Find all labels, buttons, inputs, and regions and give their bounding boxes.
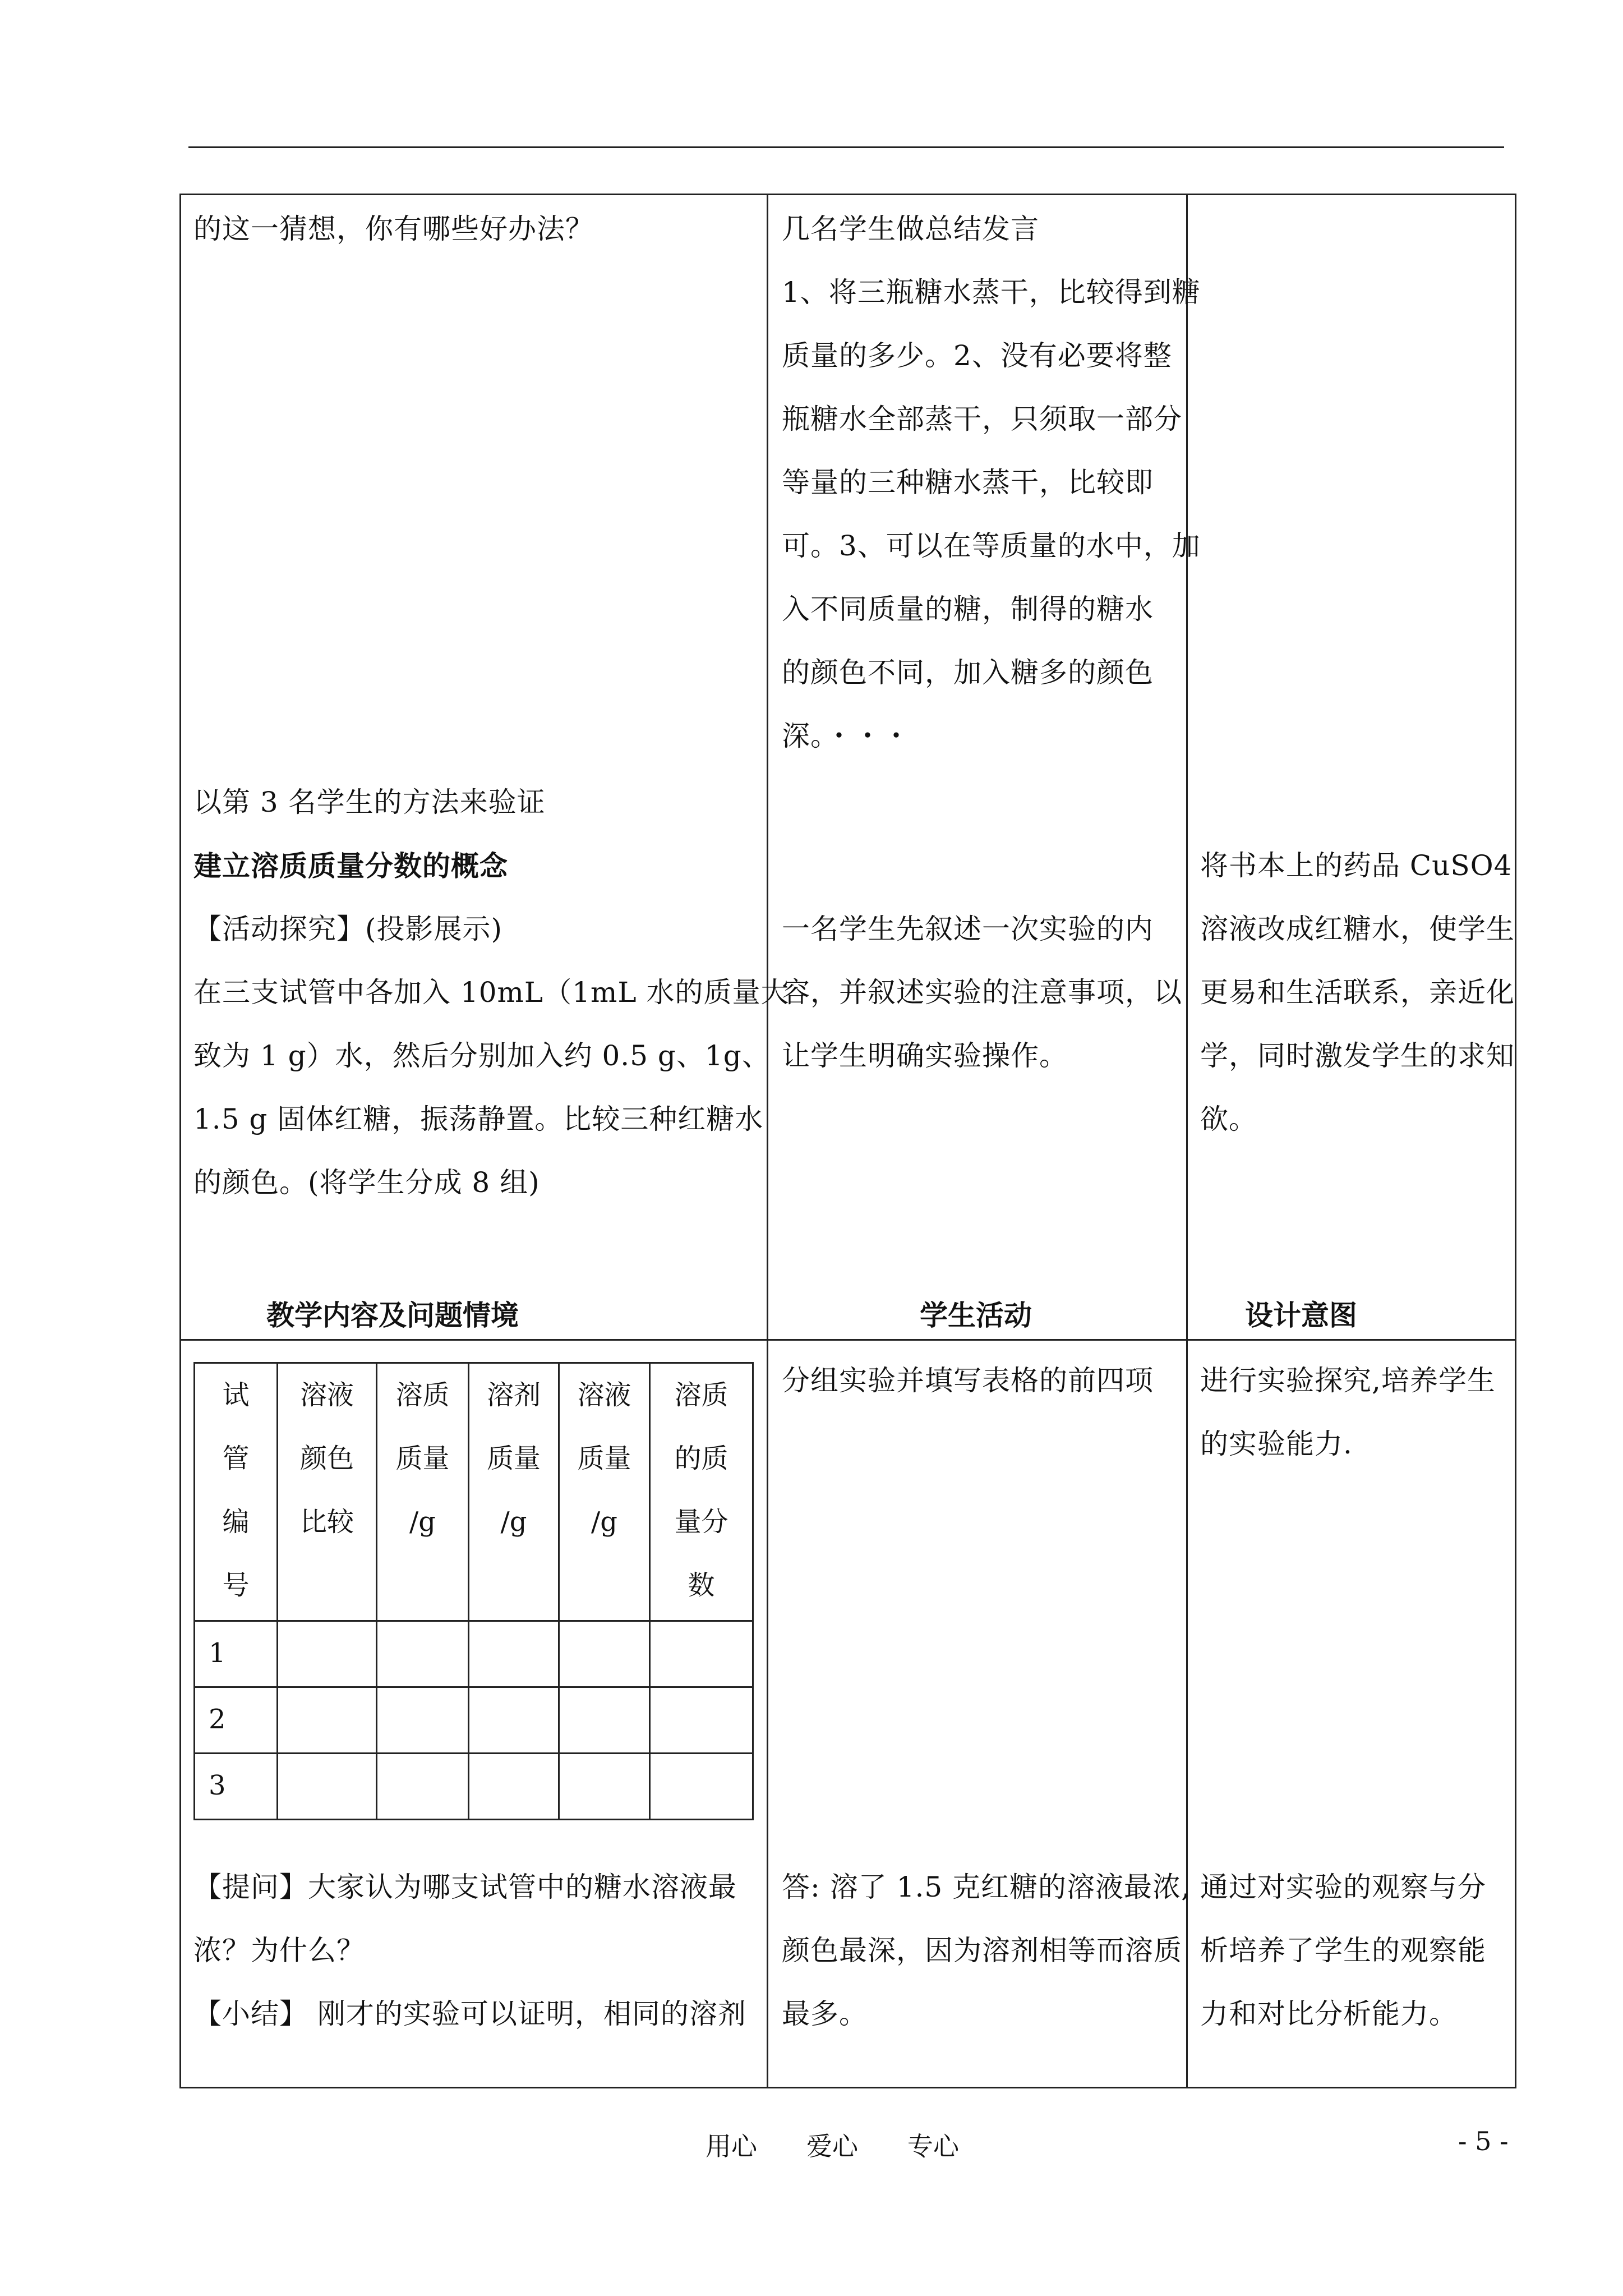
question-line-2: 浓？为什么？ <box>193 1934 365 1967</box>
header-content: 教学内容及问题情境 <box>266 1299 519 1332</box>
mid-experiment-2: 容，并叙述实验的注意事项，以 <box>782 976 1182 1009</box>
table-cell <box>278 1621 377 1687</box>
right-analysis-3: 力和对比分析能力。 <box>1200 1998 1458 2030</box>
header-design: 设计意图 <box>1245 1299 1357 1332</box>
right-explore-2: 的实验能力. <box>1200 1428 1353 1460</box>
table-cell <box>278 1687 377 1754</box>
mid-group-line: 分组实验并填写表格的前四项 <box>782 1364 1154 1397</box>
table-cell <box>377 1687 469 1754</box>
mid-summary-7: 入不同质量的糖，制得的糖水 <box>782 593 1154 625</box>
activity-line-2: 在三支试管中各加入 10mL（1mL 水的质量大 <box>193 976 790 1009</box>
mid-summary-6: 可。3、可以在等质量的水中，加 <box>782 530 1201 562</box>
table-row <box>195 1687 753 1754</box>
mid-summary-5: 等量的三种糖水蒸干，比较即 <box>782 466 1154 499</box>
column-divider-2 <box>1186 194 1188 2088</box>
right-design-4: 学，同时激发学生的求知 <box>1200 1039 1515 1072</box>
mid-experiment-1: 一名学生先叙述一次实验的内 <box>782 913 1154 945</box>
verify-line: 以第 3 名学生的方法来验证 <box>193 786 546 818</box>
summary-line: 【小结】 刚才的实验可以证明，相同的溶剂 <box>193 1998 746 2030</box>
row-number: 3 <box>195 1754 278 1820</box>
experiment-record-table <box>193 1362 754 1820</box>
question-line-1: 【提问】大家认为哪支试管中的糖水溶液最 <box>193 1871 737 1903</box>
mid-experiment-3: 让学生明确实验操作。 <box>782 1039 1068 1072</box>
right-analysis-2: 析培养了学生的观察能 <box>1200 1934 1486 1967</box>
table-cell <box>469 1687 559 1754</box>
table-cell <box>559 1754 650 1820</box>
page-number: - 5 - <box>1458 2126 1509 2156</box>
activity-line-4: 1.5 g 固体红糖，振荡静置。比较三种红糖水 <box>193 1103 764 1135</box>
table-cell <box>650 1754 753 1820</box>
table-cell <box>469 1621 559 1687</box>
activity-line-5: 的颜色。(将学生分成 8 组) <box>193 1166 540 1199</box>
table-cell <box>650 1621 753 1687</box>
table-header-row <box>195 1363 753 1621</box>
table-cell <box>559 1621 650 1687</box>
mid-answer-2: 颜色最深，因为溶剂相等而溶质 <box>782 1934 1182 1967</box>
right-design-5: 欲。 <box>1200 1103 1257 1135</box>
row-number: 2 <box>195 1687 278 1754</box>
right-analysis-1: 通过对实验的观察与分 <box>1200 1871 1486 1903</box>
right-design-3: 更易和生活联系，亲近化 <box>1200 976 1515 1009</box>
activity-line-3: 致为 1 g）水，然后分别加入约 0.5 g、1g、 <box>193 1039 771 1072</box>
mid-summary-2: 1、将三瓶糖水蒸干，比较得到糖 <box>782 276 1201 309</box>
header-rule <box>188 146 1504 148</box>
mid-summary-8: 的颜色不同，加入糖多的颜色 <box>782 656 1154 689</box>
left-top-text: 的这一猜想，你有哪些好办法？ <box>193 213 594 245</box>
mid-answer-1: 答: 溶了 1.5 克红糖的溶液最浓, <box>782 1871 1191 1903</box>
mid-summary-4: 瓶糖水全部蒸干，只须取一部分 <box>782 403 1182 435</box>
th-solvent-mass: 溶剂 质量 /g <box>469 1363 559 1621</box>
footer-motto-3: 专心 <box>907 2131 959 2161</box>
right-explore-1: 进行实验探究,培养学生 <box>1200 1364 1496 1397</box>
th-solution-mass: 溶液 质量 /g <box>559 1363 650 1621</box>
th-solution-color: 溶液 颜色 比较 <box>278 1363 377 1621</box>
mid-answer-3: 最多。 <box>782 1998 868 2030</box>
mid-summary-9: 深。・・・ <box>782 720 911 752</box>
row-number: 1 <box>195 1621 278 1687</box>
mid-summary-1: 几名学生做总结发言 <box>782 213 1039 245</box>
concept-heading: 建立溶质质量分数的概念 <box>193 849 508 882</box>
table-cell <box>377 1621 469 1687</box>
th-mass-fraction: 溶质 的质 量分 数 <box>650 1363 753 1621</box>
table-cell <box>377 1754 469 1820</box>
right-design-2: 溶液改成红糖水，使学生 <box>1200 913 1515 945</box>
footer-motto-2: 爱心 <box>806 2131 858 2161</box>
activity-line-1: 【活动探究】(投影展示) <box>193 913 503 945</box>
table-cell <box>650 1687 753 1754</box>
footer-motto-1: 用心 <box>706 2131 757 2161</box>
row-divider <box>179 1339 1516 1341</box>
table-row <box>195 1621 753 1687</box>
right-design-1: 将书本上的药品 CuSO4 <box>1200 849 1513 882</box>
th-tube-number: 试 管 编 号 <box>195 1363 278 1621</box>
mid-summary-3: 质量的多少。2、没有必要将整 <box>782 339 1172 372</box>
table-cell <box>559 1687 650 1754</box>
table-cell <box>469 1754 559 1820</box>
column-divider-1 <box>767 194 768 2088</box>
header-student: 学生活动 <box>920 1299 1032 1332</box>
table-row <box>195 1754 753 1820</box>
table-cell <box>278 1754 377 1820</box>
th-solute-mass: 溶质 质量 /g <box>377 1363 469 1621</box>
